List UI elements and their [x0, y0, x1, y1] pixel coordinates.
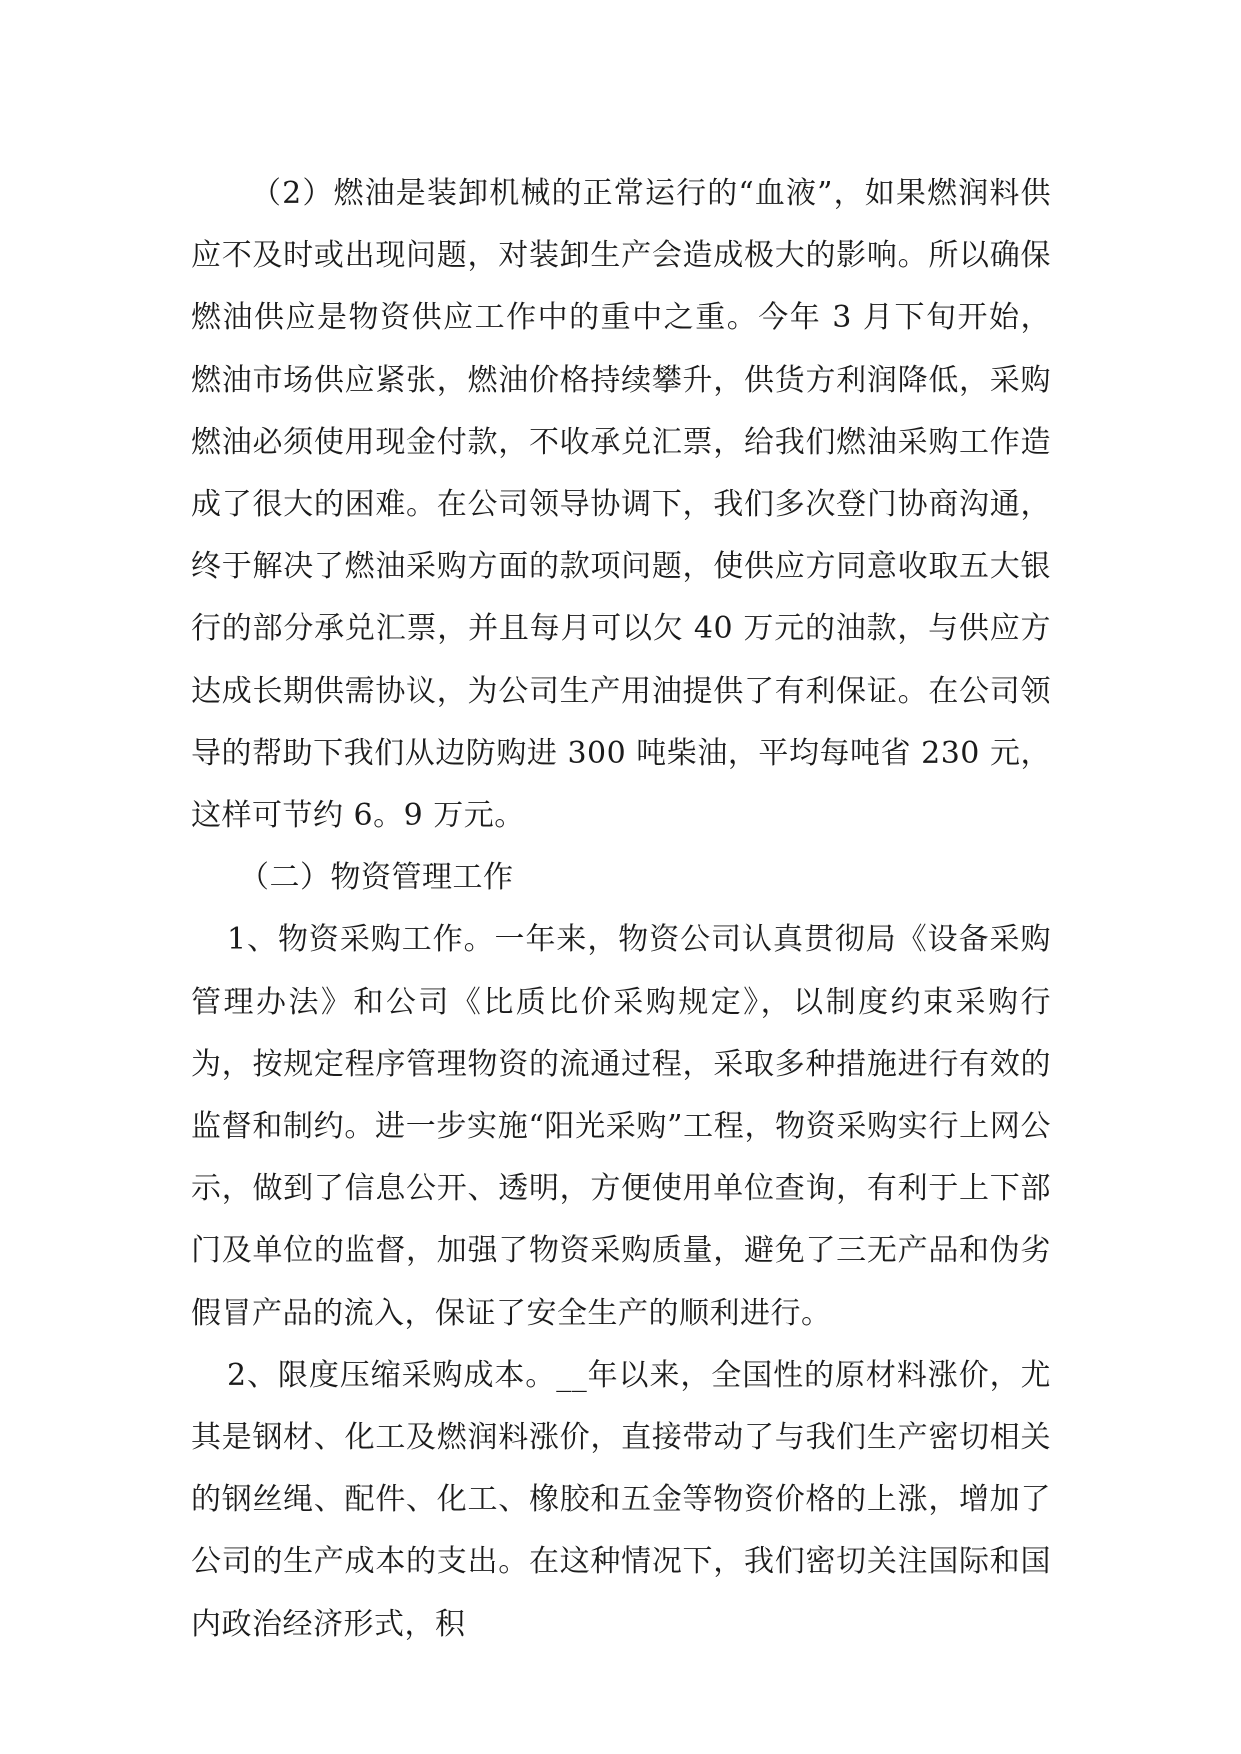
section-heading-materials-management: （二）物资管理工作 — [239, 860, 514, 896]
paragraph-cost-reduction: 2、限度压缩采购成本。__年以来，全国性的原材料涨价，尤其是钢材、化工及燃润料涨价，直接带动了与我们生产密切相关的钢丝绳、配件、化工、橡胶和五金等物资价格的上涨，增加了公司的生产成本的支出。在这种情况下，我们密切关注国际和国内政治经济形式，积 — [191, 1357, 1051, 1642]
document-body — [191, 163, 1051, 1656]
paragraph-procurement-work: 1、物资采购工作。一年来，物资公司认真贯彻局《设备采购管理办法》和公司《比质比价采购规定》，以制度约束采购行为，按规定程序管理物资的流通过程，采取多种措施进行有效的监督和制约。进一步实施“阳光采购”工程，物资采购实行上网公示，做到了信息公开、透明，方便使用单位查询，有利于上下部门及单位的监督，加强了物资采购质量，避免了三无产品和伪劣假冒产品的流入，保证了安全生产的顺利进行。 — [191, 922, 1051, 1331]
paragraph-fuel-supply: （2）燃油是装卸机械的正常运行的“血液”，如果燃润料供应不及时或出现问题，对装卸生产会造成极大的影响。所以确保燃油供应是物资供应工作中的重中之重。今年 3 月下旬开始，燃油市场供应紧张，燃油价格持续攀升，供货方利润降低，采购燃油必须使用现金付款，不收承兑汇票，给我们燃油采购工作造成了很大的困难。在公司领导协调下，我们多次登门协商沟通，终于解决了燃油采购方面的款项问题，使供应方同意收取五大银行的部分承兑汇票，并且每月可以欠 40 万元的油款，与供应方达成长期供需协议，为公司生产用油提供了有利保证。在公司领导的帮助下我们从边防购进 300 吨柴油，平均每吨省 230 元，这样可节约 6。9 万元。 — [191, 176, 1051, 834]
